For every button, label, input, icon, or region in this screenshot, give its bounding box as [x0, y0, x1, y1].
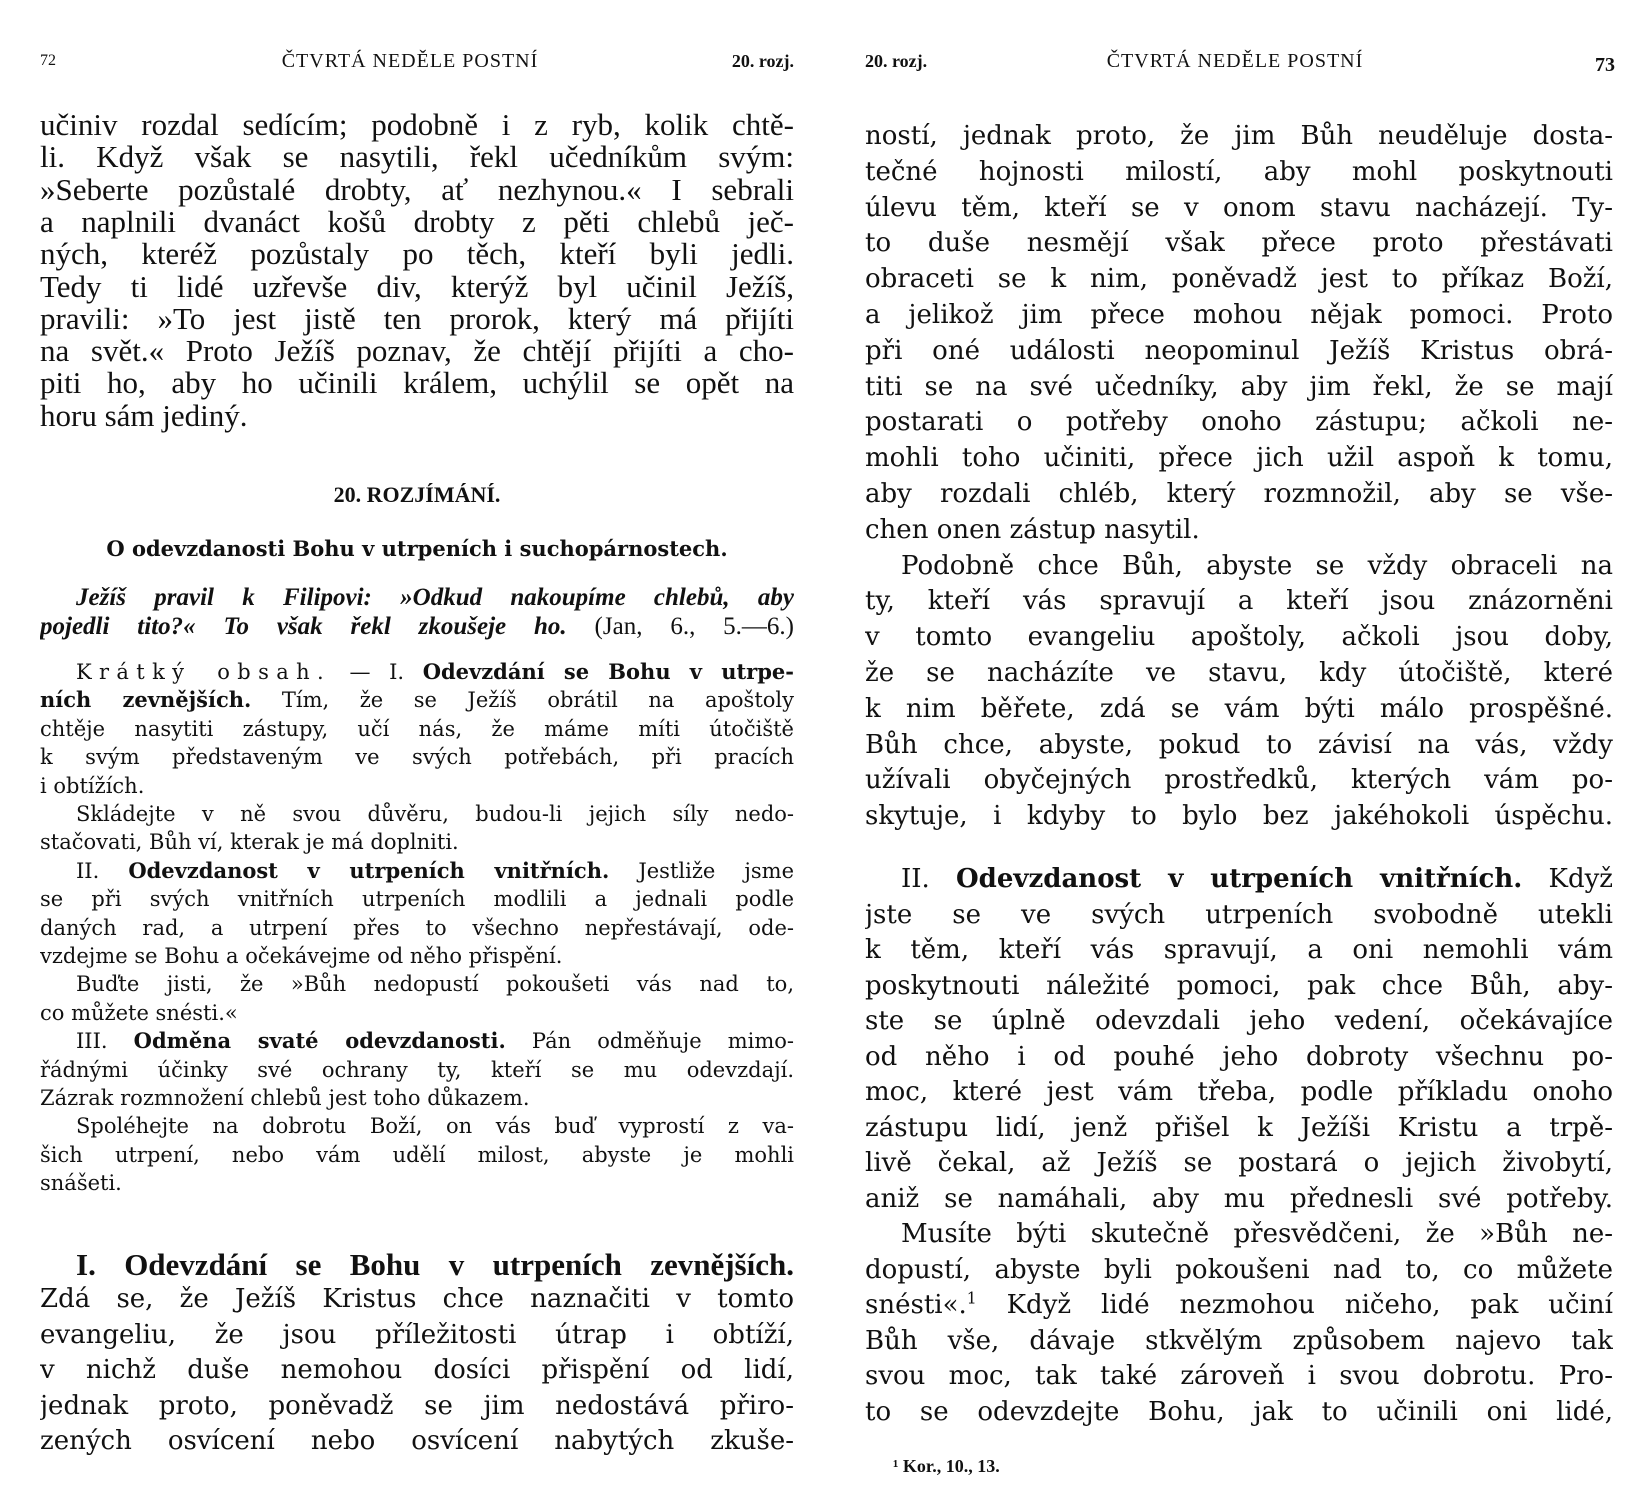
text-segment: zených osvícení nebo osvícení nabytých zkuše-: [40, 1426, 794, 1456]
text-segment: aby rozdali chléb, který rozmnožil, aby se vše-: [865, 479, 1613, 509]
text-line: [40, 743, 794, 771]
text-line: [865, 404, 1613, 440]
text-line: [865, 861, 1613, 897]
text-line: [865, 190, 1613, 226]
text-segment: III.: [76, 1029, 134, 1054]
text-segment: I. Odevzdání se Bohu v utrpeních zevnějších.: [76, 1247, 794, 1282]
text-segment: Tedy ti lidé uzřevše div, kterýž byl učinil Ježíš,: [40, 269, 794, 304]
text-line: [865, 1145, 1613, 1181]
text-segment: chen onen zástup nasytil.: [865, 514, 1200, 545]
text-line: [865, 798, 1613, 834]
text-line: [865, 333, 1613, 369]
text-line: [40, 1247, 794, 1283]
text-segment: Když lidé nezmohou ničeho, pak učiní: [976, 1290, 1613, 1320]
text-segment: (Jan, 6., 5.—6.): [566, 613, 794, 640]
text-segment: to duše nesmějí však přece proto přestávati: [865, 228, 1613, 259]
text-segment: i obtížích.: [40, 773, 145, 798]
text-line: [40, 399, 794, 433]
text-segment: zástupu lidí, jenž přišel k Ježíši Kristu a trpě-: [865, 1112, 1613, 1143]
text-segment: Krátký obsah.: [76, 660, 331, 684]
footnote: ¹ Kor., 10., 13.: [893, 1456, 1000, 1476]
text-segment: co můžete snésti.«: [40, 1000, 238, 1025]
text-line: [865, 691, 1613, 727]
text-line: [865, 1287, 1613, 1323]
text-segment: Odevzdání se Bohu v utrpe-: [422, 659, 794, 684]
text-segment: řádnými účinky své ochrany ty, kteří se mu odevzdají.: [40, 1057, 794, 1082]
text-segment: stačovati, Bůh ví, kterak je má doplniti.: [40, 830, 459, 855]
text-line: [865, 619, 1613, 655]
text-line: [40, 108, 794, 142]
text-line: [40, 942, 794, 970]
text-line: [865, 118, 1613, 154]
text-segment: II.: [76, 858, 129, 883]
text-line: [865, 1039, 1613, 1075]
text-line: [865, 762, 1613, 798]
text-segment: horu sám jediný.: [40, 398, 248, 433]
text-line: [40, 612, 794, 642]
text-segment: na svět.« Proto Ježíš poznav, že chtějí přijíti a cho-: [40, 334, 794, 369]
text-segment: Musíte býti skutečně přesvědčeni, že »Bůh ne-: [901, 1219, 1613, 1249]
text-segment: k svým představeným ve svých potřebách, při pracích: [40, 745, 794, 770]
text-line: [40, 914, 794, 942]
text-segment: Skládejte v ně svou důvěru, budou-li jejich síly nedo-: [76, 802, 794, 826]
meditation-title: 20. ROZJÍMÁNÍ.: [333, 482, 501, 507]
footnote-marker: 1: [966, 1289, 977, 1308]
text-line: [40, 686, 794, 714]
text-segment: se při svých vnitřních utrpeních modlili a jednali podle: [40, 887, 794, 912]
text-line: [865, 968, 1613, 1004]
text-segment: úlevu těm, kteří se v onom stavu nacházejí. Ty-: [865, 192, 1613, 223]
text-segment: jste se ve svých utrpeních svobodně utekli: [865, 899, 1613, 930]
text-line: [40, 800, 794, 828]
text-line: [865, 583, 1613, 619]
text-segment: v nichž duše nemohou dosíci přispění od lidí,: [40, 1355, 794, 1385]
text-segment: evangeliu, že jsou příležitosti útrap i obtíží,: [40, 1319, 794, 1350]
text-segment: Odevzdanost v utrpeních vnitřních.: [128, 857, 610, 883]
section-ref-right: 20. rozj.: [865, 51, 928, 71]
text-line: [40, 334, 794, 368]
page-number-right: 73: [1595, 54, 1615, 76]
text-segment: li. Když však se nasytili, řekl učedníkům svým:: [40, 140, 794, 175]
text-segment: Ježíš pravil k Filipovi: »Odkud nakoupíme chlebů, aby: [76, 584, 794, 611]
text-segment: aniž se namáhali, aby mu přednesli své potřeby.: [865, 1183, 1613, 1214]
text-segment: Podobně chce Bůh, abyste se vždy obraceli na: [901, 550, 1613, 581]
text-segment: »Seberte pozůstalé drobty, ať nezhynou.« I sebrali: [40, 172, 794, 207]
text-segment: učiniv rozdal sedícím; podobně i z ryb, kolik chtě-: [40, 108, 794, 142]
text-segment: ností, jednak proto, že jim Bůh neuděluje dosta-: [865, 121, 1613, 151]
text-line: [40, 140, 794, 174]
text-line: [40, 1027, 794, 1055]
text-segment: v tomto evangeliu apoštoly, ačkoli jsou doby,: [865, 622, 1613, 653]
text-line: [40, 1423, 794, 1459]
text-line: [865, 1110, 1613, 1146]
text-segment: daných rad, a utrpení přes to všechno nepřestávají, ode-: [40, 915, 794, 940]
text-segment: ných, kteréž pozůstaly po těch, kteří byli jedli.: [40, 237, 794, 272]
text-line: [865, 297, 1613, 333]
text-segment: livě čekal, až Ježíš se postará o jejich živobytí,: [865, 1148, 1613, 1178]
page-number-left: 72: [40, 52, 56, 69]
text-segment: k nim běřete, zdá se vám býti málo prospěšné.: [865, 693, 1613, 724]
section-ref-left: 20. rozj.: [731, 51, 794, 71]
text-line: [865, 154, 1613, 190]
text-line: [865, 655, 1613, 691]
text-line: [865, 1394, 1613, 1430]
text-line: [40, 583, 794, 613]
text-line: [40, 1112, 794, 1140]
text-segment: titi se na své učedníky, aby jim řekl, že se mají: [865, 371, 1613, 402]
text-line: [865, 225, 1613, 261]
text-segment: skytuje, i kdyby to bylo bez jakéhokoli úspěchu.: [865, 801, 1613, 832]
text-line: [865, 1074, 1613, 1110]
text-line: [40, 237, 794, 271]
text-line: [40, 173, 794, 207]
text-segment: vzdejme se Bohu a očekávejme od něho přispění.: [40, 944, 563, 968]
text-segment: moc, které jest vám třeba, podle příkladu onoho: [865, 1077, 1613, 1107]
text-line: [40, 772, 794, 800]
text-segment: Když: [1522, 864, 1613, 894]
text-segment: snésti«.: [865, 1290, 967, 1320]
text-line: [865, 1181, 1613, 1217]
text-line: [40, 270, 794, 304]
text-segment: že se nacházíte ve stavu, kdy útočiště, které: [865, 658, 1613, 688]
text-segment: a jelikož jim přece mohou nějak pomoci. Proto: [865, 300, 1613, 330]
text-segment: piti ho, aby ho učinili králem, uchýlil se opět na: [40, 366, 794, 401]
text-segment: Bůh vše, dávaje stkvělým způsobem najevo tak: [865, 1325, 1613, 1356]
text-segment: pojedli tito?« To však řekl zkoušeje ho.: [40, 613, 567, 640]
running-title-right: ČTVRTÁ NEDĚLE POSTNÍ: [1106, 50, 1364, 72]
text-segment: poskytnouti náležité pomoci, pak chce Bůh, aby-: [865, 970, 1613, 1001]
text-line: [40, 828, 794, 856]
text-line: [865, 476, 1613, 512]
text-segment: ste se úplně odevzdali jeho vedení, očekávajíce: [865, 1006, 1613, 1036]
text-line: [40, 1141, 794, 1169]
text-segment: obraceti se k nim, poněvadž jest to příkaz Boží,: [865, 264, 1613, 295]
text-line: [865, 369, 1613, 405]
text-line: [865, 261, 1613, 297]
text-segment: Zdá se, že Ježíš Kristus chce naznačiti v tomto: [40, 1284, 794, 1314]
text-line: [865, 512, 1613, 548]
text-line: [40, 1317, 794, 1353]
text-line: [40, 715, 794, 743]
text-line: [865, 1252, 1613, 1288]
text-line: [865, 897, 1613, 933]
text-line: [40, 1388, 794, 1424]
text-line: [40, 885, 794, 913]
text-line: [40, 1084, 794, 1112]
text-line: [40, 366, 794, 400]
text-segment: tečné hojnosti milostí, aby mohl poskytnouti: [865, 156, 1613, 187]
text-segment: a naplnili dvanáct košů drobty z pěti chlebů ječ-: [40, 204, 794, 239]
text-segment: při oné události neopominul Ježíš Kristus obrá-: [865, 335, 1613, 366]
text-line: [865, 440, 1613, 476]
text-segment: Spoléhejte na dobrotu Boží, on vás buď vyprostí z va-: [76, 1114, 794, 1139]
text-segment: jednak proto, poněvadž se jim nedostává přiro-: [40, 1390, 794, 1421]
text-line: [865, 1003, 1613, 1039]
text-line: [40, 658, 794, 686]
text-segment: to se odevzdejte Bohu, jak to učinili oni lidé,: [865, 1396, 1613, 1427]
text-segment: Zázrak rozmnožení chlebů jest toho důkazem.: [40, 1086, 530, 1110]
text-line: [865, 1358, 1613, 1394]
text-line: [40, 302, 794, 336]
running-title-left: ČTVRTÁ NEDĚLE POSTNÍ: [281, 50, 539, 72]
text-segment: Tím, že se Ježíš obrátil na apoštoly: [251, 688, 794, 713]
text-line: [865, 932, 1613, 968]
text-segment: II.: [901, 864, 957, 894]
text-line: [865, 1323, 1613, 1359]
text-line: [40, 1169, 794, 1197]
text-segment: Pán odměňuje mimo-: [505, 1029, 794, 1054]
text-segment: pravili: »To jest jistě ten prorok, který má přijíti: [40, 301, 794, 336]
text-line: [865, 727, 1613, 763]
text-segment: Odměna svaté odevzdanosti.: [133, 1028, 506, 1054]
text-line: [40, 857, 794, 885]
text-segment: ních zevnějších.: [40, 687, 252, 713]
text-line: [40, 970, 794, 998]
text-line: [40, 999, 794, 1027]
text-segment: Odevzdanost v utrpeních vnitřních.: [956, 864, 1523, 894]
text-segment: Bůh chce, abyste, pokud to závisí na vás, vždy: [865, 729, 1613, 760]
text-segment: Buďte jisti, že »Bůh nedopustí pokoušeti vás nad to,: [76, 972, 794, 997]
text-segment: k těm, kteří vás spravují, a oni nemohli vám: [865, 935, 1613, 965]
text-line: [40, 1352, 794, 1388]
text-segment: užívali obyčejných prostředků, kterých vám po-: [865, 765, 1613, 796]
text-line: [865, 1216, 1613, 1252]
text-segment: — I.: [330, 660, 423, 684]
text-segment: dopustí, abyste byli pokoušeni nad to, co můžete: [865, 1254, 1613, 1285]
text-segment: ty, kteří vás spravují a kteří jsou znázorněni: [865, 586, 1613, 617]
text-segment: postarati o potřeby onoho zástupu; ačkoli ne-: [865, 407, 1613, 438]
meditation-subtitle: O odevzdanosti Bohu v utrpeních i suchopárnostech.: [106, 536, 728, 561]
text-line: [40, 1281, 794, 1317]
text-segment: chtěje nasytiti zástupy, učí nás, že máme míti útočiště: [40, 716, 794, 741]
text-segment: od něho i od pouhé jeho dobroty všechnu po-: [865, 1041, 1613, 1072]
text-line: [40, 1056, 794, 1084]
text-line: [865, 548, 1613, 584]
text-segment: snášeti.: [40, 1171, 122, 1196]
text-line: [40, 205, 794, 239]
text-segment: svou moc, tak také zároveň i svou dobrotu. Pro-: [865, 1361, 1613, 1391]
text-segment: mohli toho učiniti, přece jich užil aspoň k tomu,: [865, 443, 1613, 474]
text-segment: šich utrpení, nebo vám udělí milost, abyste je mohli: [40, 1142, 794, 1167]
text-segment: Jestliže jsme: [609, 858, 794, 883]
